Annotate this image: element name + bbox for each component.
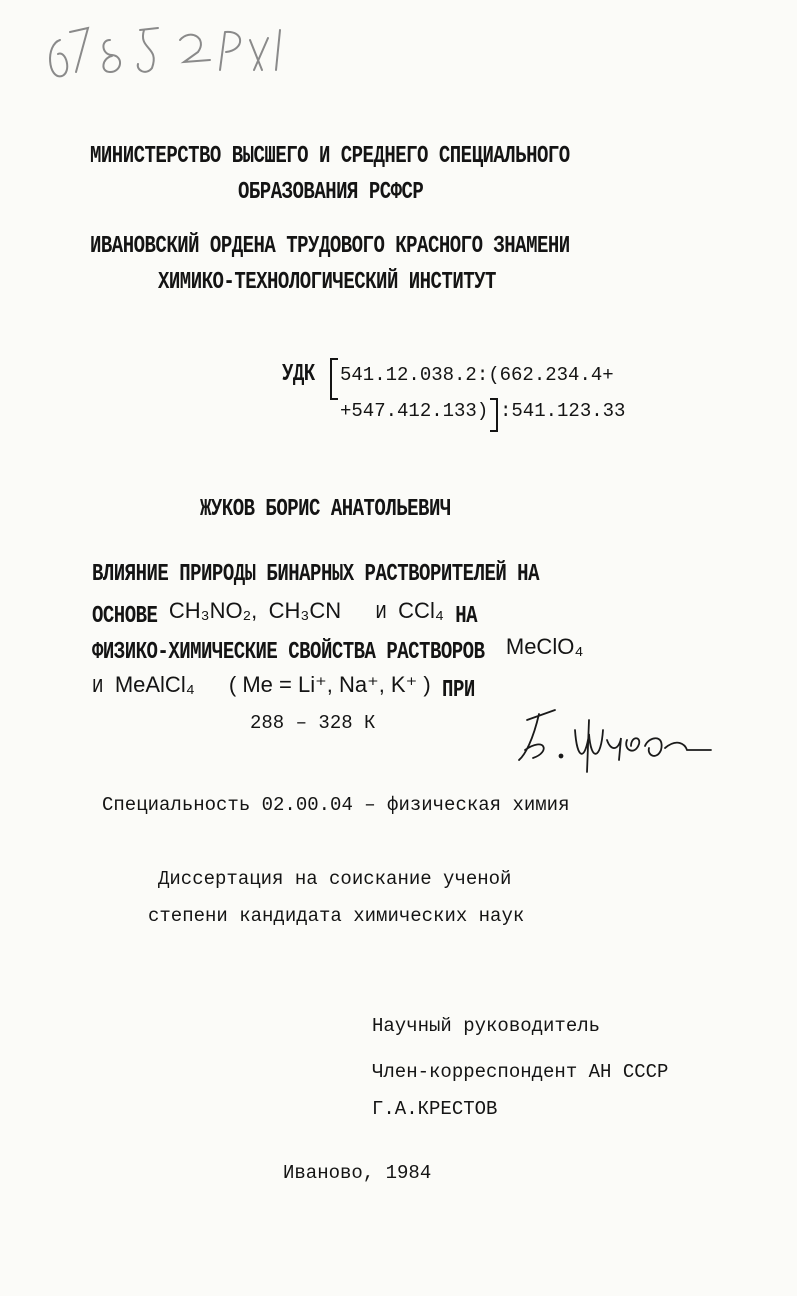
dissertation-line-2: степени кандидата химических наук [148, 905, 525, 927]
formula-mealcl4: MeAlCl₄ [114, 672, 195, 697]
dissertation-line-1: Диссертация на соискание ученой [158, 868, 512, 890]
signature-drawing [515, 700, 715, 780]
udk-line-2: +547.412.133) [340, 400, 489, 422]
title-line-4 [92, 672, 475, 704]
udk-suffix: :541.123.33 [500, 400, 626, 422]
handwritten-archive-mark [40, 10, 440, 95]
institute-line-2: ХИМИКО-ТЕХНОЛОГИЧЕСКИЙ ИНСТИТУТ [158, 268, 496, 296]
formula-ch3cn: CH₃CN [268, 598, 342, 623]
supervisor-name: Г.А.КРЕСТОВ [372, 1098, 498, 1120]
institute-line-1: ИВАНОВСКИЙ ОРДЕНА ТРУДОВОГО КРАСНОГО ЗНАМЕНИ [90, 232, 570, 260]
title-line-4-and: И [92, 676, 104, 698]
supervisor-label: Научный руководитель [372, 1015, 601, 1037]
udk-open-bracket [330, 358, 338, 400]
udk-line-1: 541.12.038.2:(662.234.4+ [340, 364, 614, 386]
udk-label: УДК [282, 360, 315, 388]
supervisor-title: Член-корреспондент АН СССР [372, 1061, 669, 1083]
ministry-line-1: МИНИСТЕРСТВО ВЫСШЕГО И СРЕДНЕГО СПЕЦИАЛЬНОГО [90, 142, 570, 170]
title-line-2-and: И [375, 602, 387, 624]
formula-ch3no2: CH₃NO₂, [168, 598, 258, 623]
temperature-range: 288 – 328 К [250, 712, 376, 734]
specialty: Специальность 02.00.04 – физическая химия [102, 794, 570, 816]
formula-ccl4: CCl₄ [398, 598, 444, 623]
title-line-4-suffix: ПРИ [442, 676, 475, 704]
title-line-3 [92, 634, 584, 666]
handwritten-mark-drawing [40, 10, 440, 90]
author-name: ЖУКОВ БОРИС АНАТОЛЬЕВИЧ [200, 495, 451, 523]
formula-meclo4: MeClO₄ [505, 634, 584, 659]
title-line-1: ВЛИЯНИЕ ПРИРОДЫ БИНАРНЫХ РАСТВОРИТЕЛЕЙ НА [92, 560, 539, 588]
title-line-3-prefix: ФИЗИКО-ХИМИЧЕСКИЕ СВОЙСТВА РАСТВОРОВ [92, 638, 485, 666]
title-line-2-suffix: НА [455, 602, 478, 630]
author-signature [515, 700, 715, 785]
cation-definition: ( Me = Li⁺, Na⁺, K⁺ ) [228, 672, 431, 697]
title-line-2 [92, 598, 478, 630]
ministry-line-2: ОБРАЗОВАНИЯ РСФСР [238, 178, 424, 206]
udk-close-bracket [490, 398, 498, 432]
title-line-2-prefix: ОСНОВЕ [92, 602, 158, 630]
city-year: Иваново, 1984 [283, 1162, 432, 1184]
